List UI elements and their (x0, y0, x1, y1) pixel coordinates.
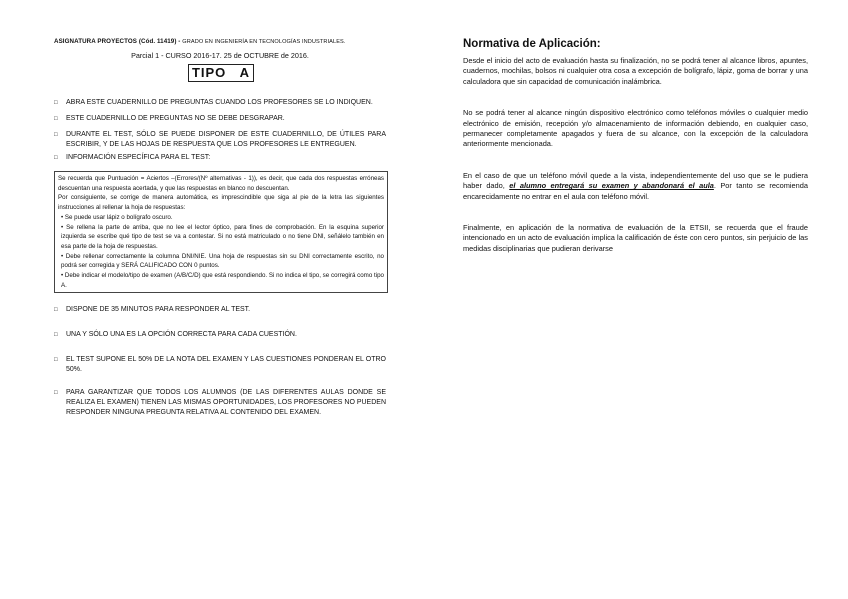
instructions-bottom (54, 305, 386, 418)
course-code: ASIGNATURA PROYECTOS (Cód. 11419) - (54, 38, 181, 45)
course-header (54, 38, 386, 45)
instruction-item: □ DURANTE EL TEST, SÓLO SE PUEDE DISPONER DE ESTE CUADERNILLO, DE ÚTILES PARA ESCRIBIR, Y DE LAS HOJAS DE RESPUESTA QUE LOS PROFESORES LE ENTREGUEN. (54, 131, 386, 148)
normativa-paragraph: Finalmente, en aplicación de la normativa de evaluación de la ETSII, se recuerda que el fraude intencionado en un acto de evaluación implica la calificación de éste con cero puntos, sin perjuicio de las medidas disciplinarias que pudieran derivarse (463, 223, 808, 253)
instruction-item: □ ESTE CUADERNILLO DE PREGUNTAS NO SE DEBE DESGRAPAR. (54, 115, 285, 122)
info-bullet: • Debe indicar el modelo/tipo de examen (A/B/C/D) que está respondiendo. Si no indica el tipo, se corregirá como tipo A. (61, 272, 384, 289)
normativa-paragraph: Desde el inicio del acto de evaluación hasta su finalización, no se podrá tener al alcance libros, apuntes, cuadernos, mochilas, bolsos ni cualquier otra cosa a excepción de bolígrafo, lápiz, goma de borrar y una calculadora que sin capacidad de comunicación inalámbrica. (463, 56, 808, 86)
instructions-top (54, 98, 386, 163)
instruction-item: □ UNA Y SÓLO UNA ES LA OPCIÓN CORRECTA PARA CADA CUESTIÓN. (54, 331, 297, 339)
left-page (54, 38, 386, 418)
checkbox-icon: □ (54, 357, 58, 364)
info-bullet: • Debe rellenar correctamente la columna DNI/NIE. Una hoja de respuestas sin su DNI correctamente escrito, no podrá ser corregida y SERÁ CALIFICADO CON 0 puntos. (61, 252, 384, 270)
exam-type-box: TIPO A (188, 64, 254, 82)
instruction-item: □ PARA GARANTIZAR QUE TODOS LOS ALUMNOS (DE LAS DIFERENTES AULAS DONDE SE REALIZA EL EXAMEN) TIENEN LAS MISMAS OPORTUNIDADES, LOS PROFESORES NO PUEDEN RESPONDER NINGUNA PREGUNTA RELATIVA AL CONTENIDO DEL EXAMEN. (54, 389, 387, 417)
normativa-paragraph: No se podrá tener al alcance ningún dispositivo electrónico como teléfonos móviles o cualquier medio electrónico de emisión, recepción y/o almacenamiento de información debiendo, en cualquier caso, permanecer completamente apagados y fuera de su alcance, con la excepción de la calculadora anteriormente mencionada. (463, 108, 808, 149)
checkbox-icon: □ (54, 390, 58, 397)
right-page (463, 38, 808, 254)
emphasis-text: el alumno entregará su examen y abandonará el aula (509, 181, 714, 191)
checkbox-icon: □ (54, 132, 58, 138)
checkbox-icon: □ (54, 100, 58, 106)
instruction-item: □ DISPONE DE 35 MINUTOS PARA RESPONDER AL TEST. (54, 306, 251, 314)
normativa-paragraph: En el caso de que un teléfono móvil quede a la vista, independientemente del uso que se le pudiera haber dado, el alumno entregará su examen y abandonará el aula. Por tanto se recomienda encarecidamente no entrar en el aula con teléfono móvil. (463, 170, 808, 201)
exam-date-line: Parcial 1 - CURSO 2016-17. 25 de OCTUBRE de 2016. (131, 51, 309, 60)
test-info-box (54, 171, 388, 293)
answer-sheet-intro: Por consiguiente, se corrige de manera automática, es imprescindible que siga al pie de la letra las siguientes instrucciones al rellenar la hoja de respuestas: (58, 194, 384, 212)
instruction-item: □ EL TEST SUPONE EL 50% DE LA NOTA DEL EXAMEN Y LAS CUESTIONES PONDERAN EL OTRO 50%. (54, 356, 386, 374)
degree-name: GRADO EN INGENIERÍA EN TECNOLOGÍAS INDUSTRIALES. (182, 39, 346, 45)
normativa-title: Normativa de Aplicación: (463, 38, 601, 50)
scoring-rule: Se recuerda que Puntuación = Aciertos –(Errores/(Nº alternativas - 1)), es decir, que cada dos respuestas erróneas descuentan una respuesta acertada, y que las respuestas en blanco no descuentan. (58, 175, 384, 192)
checkbox-icon: □ (54, 116, 58, 122)
checkbox-icon: □ (54, 332, 58, 339)
checkbox-icon: □ (54, 307, 58, 314)
checkbox-icon: □ (54, 155, 58, 161)
info-bullet: • Se rellena la parte de arriba, que no lee el lector óptico, para fines de comprobación. En la esquina superior izquierda se escribe qué tipo de test se va a contestar. Si no está matriculado o no tiene DNI, señálelo también en esa parte de la hoja de respuestas. (61, 223, 384, 250)
instruction-item: □ INFORMACIÓN ESPECÍFICA PARA EL TEST: (54, 154, 211, 161)
info-bullet: • Se puede usar lápiz o bolígrafo oscuro. (61, 213, 173, 221)
instruction-item: □ ABRA ESTE CUADERNILLO DE PREGUNTAS CUANDO LOS PROFESORES SE LO INDIQUEN. (54, 99, 373, 106)
